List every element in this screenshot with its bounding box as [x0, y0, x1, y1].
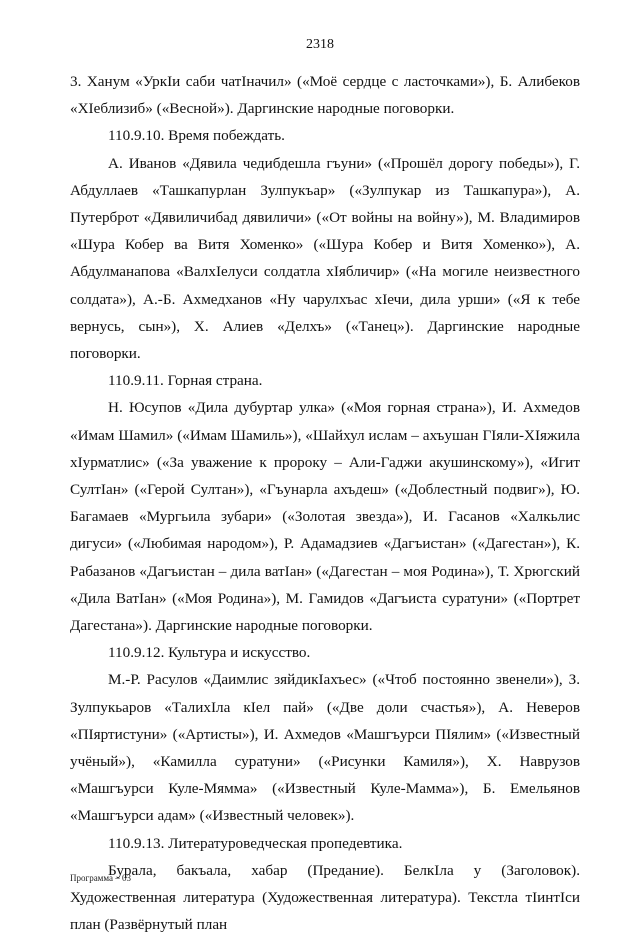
- section-heading: 110.9.12. Культура и искусство.: [108, 644, 311, 662]
- body-text: [70, 68, 580, 939]
- section-heading: 110.9.13. Литературоведческая пропедевтика.: [108, 834, 403, 852]
- section-heading: 110.9.10. Время побеждать.: [108, 127, 285, 145]
- paragraph: М.-Р. Расулов «Даимлис зяйдикIахъес» («Чтоб постоянно звенели»), З. Зулпукьаров «ТалихIла кIел пай» («Две доли счастья»), А. Неверов «ПIяртистуни» («Артисты»), И. Ахмедов «Машгъурси ПIялим» («Известный учёный»), «Камилла суратуни» («Рисунки Камиля»), Х. Наврузов «Машгъурси Куле-Мямма» («Известный Куле-Мамма»), Б. Емельянов «Машгъурси адам» («Известный человек»).: [70, 671, 580, 825]
- paragraph: А. Иванов «Дявила чедибдешла гъуни» («Прошёл дорогу победы»), Г. Абдуллаев «Ташкапурлан Зулпукъар» («Зулпукар из Ташкапура»), А. Путерброт «Дявиличибад дявиличи» («От войны на войну»), М. Владимиров «Шура Кобер ва Витя Хоменко» («Шура Кобер и Витя Хоменко»), А. Абдулманапова «ВалхIелуси солдатла хIябличир» («На могиле неизвестного солдата»), А.-Б. Ахмедханов «Ну чарулхъас хIечи, дила урши» («Я к тебе вернусь, сын»), Х. Алиев «Делхъ» («Танец»). Даргинские народные поговорки.: [70, 154, 580, 363]
- section-heading: 110.9.11. Горная страна.: [108, 372, 263, 390]
- paragraph: 3. Ханум «УркIи саби чатIначил» («Моё сердце с ласточками»), Б. Алибеков «ХIеблизиб» («Весной»). Даргинские народные поговорки.: [70, 73, 580, 118]
- page-number: 2318: [306, 37, 334, 52]
- paragraph: Бурала, бакъала, хабар (Предание). БелкIла у (Заголовок). Художественная литература (Художественная литература). Текстла тIинтIси план (Развёрнутый план: [70, 861, 580, 934]
- paragraph: Н. Юсупов «Дила дубуртар улка» («Моя горная страна»), И. Ахмедов «Имам Шамил» («Имам Шамиль»), «Шайхул ислам – ахъушан ГIяли-ХIяжила хIурматлис» («За уважение к пророку – Али-Гаджи акушинскому»), «Игит СултIан» («Герой Султан»), «Гъунарла ахъдеш» («Доблестный подвиг»), Ю. Багамаев «Мургьила зубари» («Золотая звезда»), И. Гасанов «Халкьлис дигуси» («Любимая народом»), Р. Адамадзиев «Дагъистан» («Дагестан»), К. Рабазанов «Дагъистан – дила ватIан» («Дагестан – моя Родина»), Т. Хрюгский «Дила ВатIан» («Моя Родина»), М. Гамидов «Дагъиста суратуни» («Портрет Дагестана»). Даргинские народные поговорки.: [70, 399, 580, 635]
- footer-label: Программа – 03: [70, 873, 132, 883]
